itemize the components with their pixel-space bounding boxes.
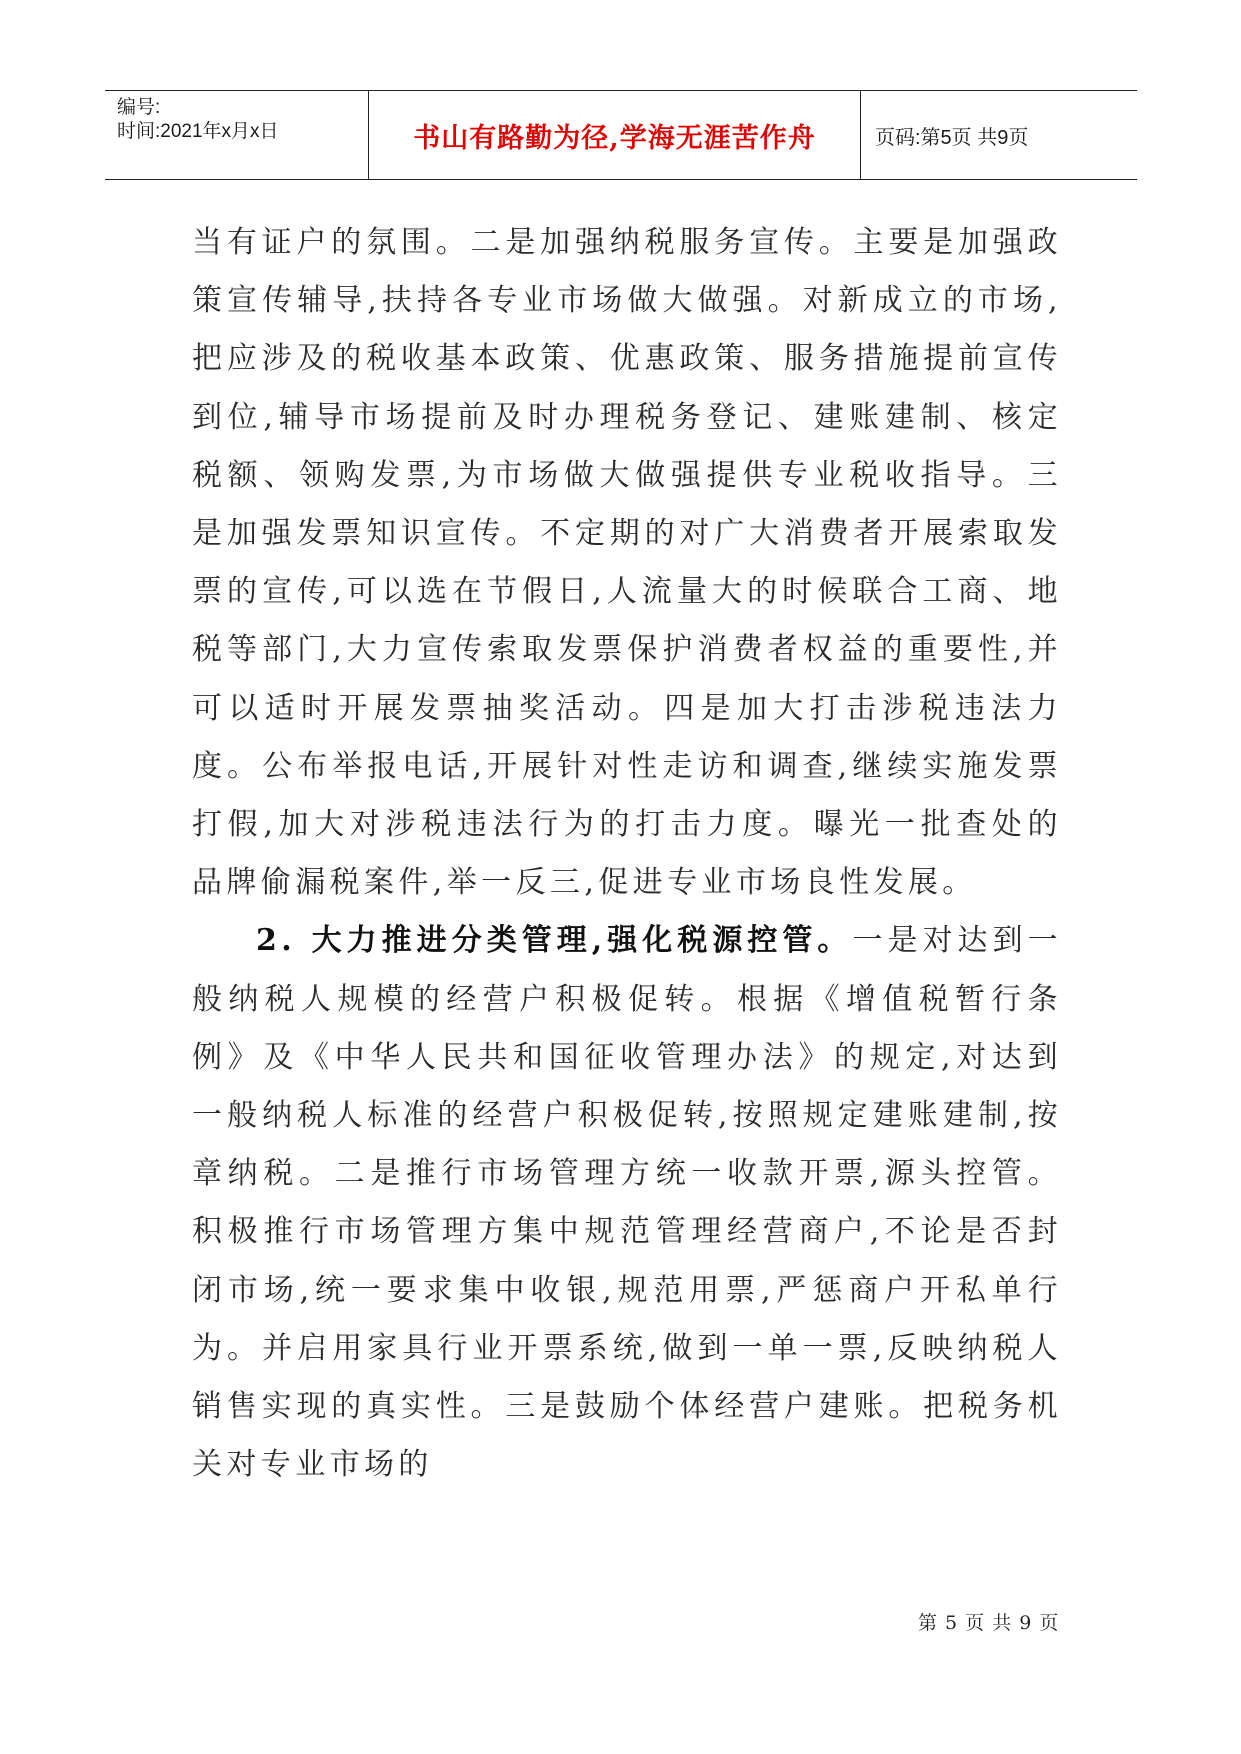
serial-label: 编号: [117, 97, 161, 118]
paragraph-2-text: 一是对达到一般纳税人规模的经营户积极促转。根据《增值税暂行条例》及《中华人民共和国征收管理办法》的规定,对达到一般纳税人标准的经营户积极促转,按照规定建账建制,按章纳税。二是推行市场管理方统一收款开票,源头控管。积极推行市场管理方集中规范管理经营商户,不论是否封闭市场,统一要求集中收银,规范用票,严惩商户开私单行为。并启用家具行业开票系统,做到一单一票,反映纳税人销售实现的真实性。三是鼓励个体经营户建账。把税务机关对专业市场的 [192, 923, 1063, 1483]
page-footer: 第 5 页 共 9 页 [918, 1612, 1060, 1634]
header-motto-cell [369, 91, 861, 179]
document-body [192, 214, 1062, 1494]
page-header [105, 90, 1137, 180]
paragraph-2-heading: 2. 大力推进分类管理,强化税源控管。 [256, 923, 853, 959]
time-label: 时间:2021年x月x日 [117, 121, 279, 142]
header-meta [105, 91, 369, 179]
header-page-cell [861, 91, 1137, 179]
paragraph-2 [192, 912, 1062, 1494]
paragraph-1: 当有证户的氛围。二是加强纳税服务宣传。主要是加强政策宣传辅导,扶持各专业市场做大做强。对新成立的市场,把应涉及的税收基本政策、优惠政策、服务措施提前宣传到位,辅导市场提前及时办理税务登记、建账建制、核定税额、领购发票,为市场做大做强提供专业税收指导。三是加强发票知识宣传。不定期的对广大消费者开展索取发票的宣传,可以选在节假日,人流量大的时候联合工商、地税等部门,大力宣传索取发票保护消费者权益的重要性,并可以适时开展发票抽奖活动。四是加大打击涉税违法力度。公布举报电话,开展针对性走访和调查,继续实施发票打假,加大对涉税违法行为的打击力度。曝光一批查处的品牌偷漏税案件,举一反三,促进专业市场良性发展。 [192, 225, 1062, 901]
header-page-number: 页码:第5页 共9页 [875, 126, 1029, 149]
header-motto: 书山有路勤为径,学海无涯苦作舟 [413, 122, 816, 154]
